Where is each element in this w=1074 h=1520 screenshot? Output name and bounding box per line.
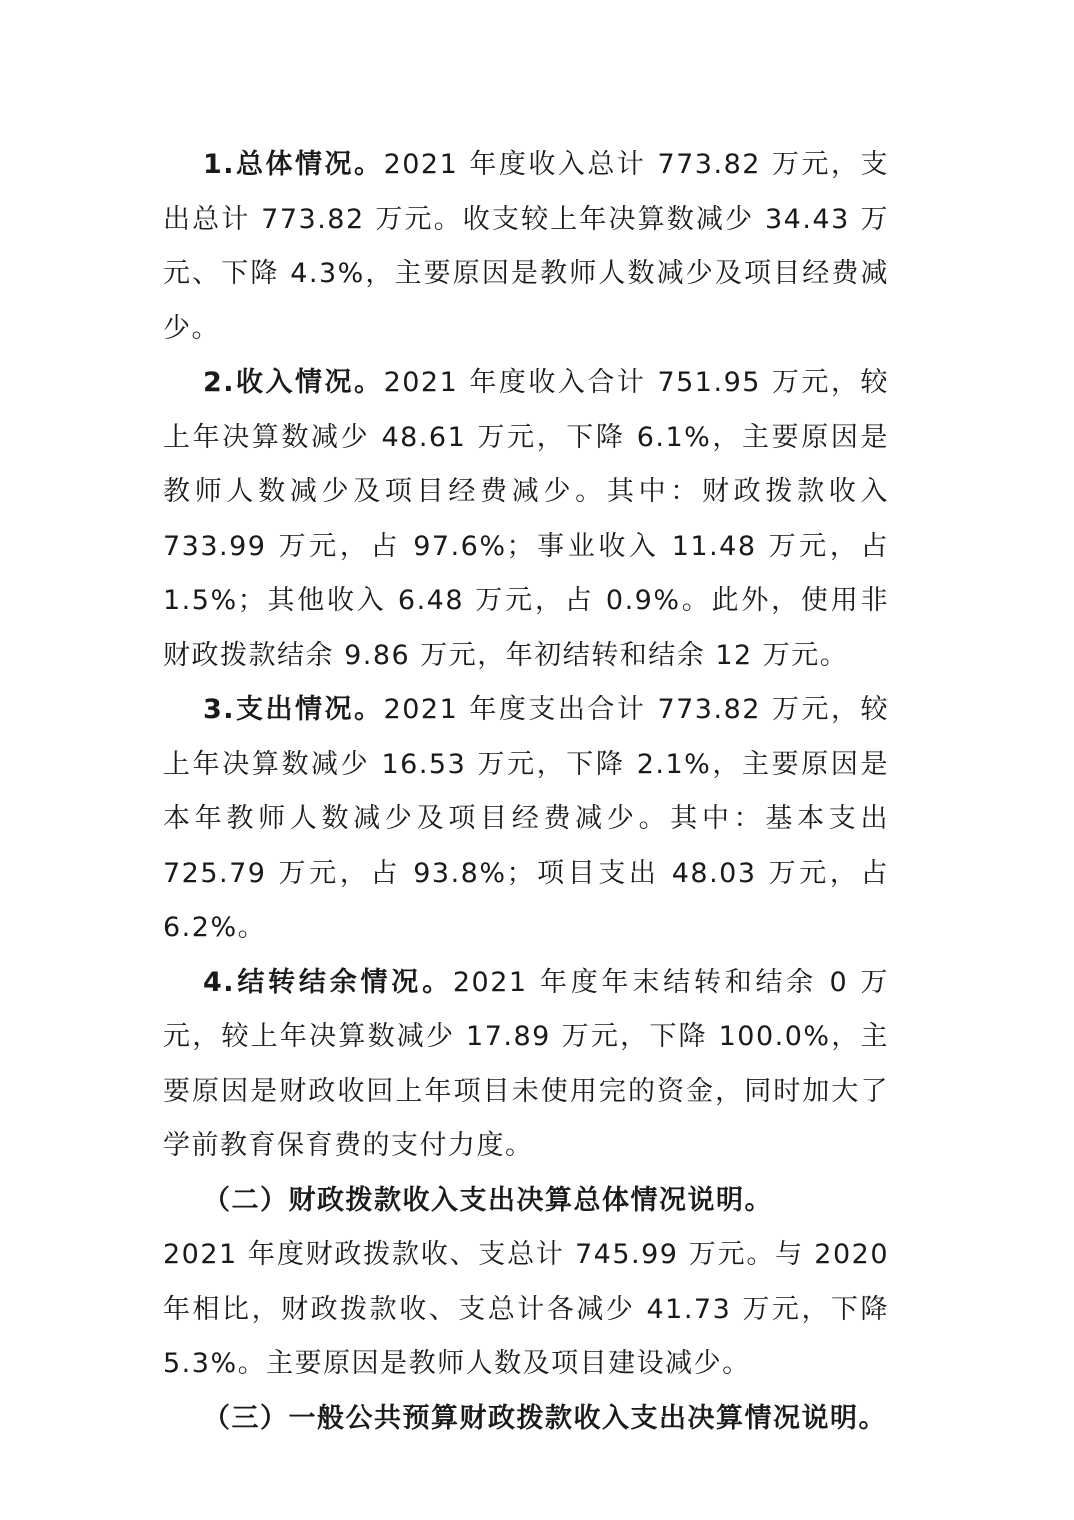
section-carryover [163,956,889,1174]
fiscal-appropriation-body: 2021 年度财政拨款收、支总计 745.99 万元。与 2020 年相比，财政拨款收、支总计各减少 41.73 万元，下降 5.3%。主要原因是教师人数及项目建设减少。 [163,1239,889,1379]
section-carryover-body: 2021 年度年末结转和结余 0 万元，较上年决算数减少 17.89 万元，下降 100.0%，主要原因是财政收回上年项目未使用完的资金，同时加大了学前教育保育费的支付力度。 [163,966,890,1161]
section-income [163,356,889,683]
section-overall-body: 2021 年度收入总计 773.82 万元，支出总计 773.82 万元。收支较上年决算数减少 34.43 万元、下降 4.3%，主要原因是教师人数减少及项目经费减少。 [163,149,890,344]
section-overall-lead: 1.总体情况。 [203,149,384,180]
heading-fiscal-appropriation: （二）财政拨款收入支出决算总体情况说明。 [203,1184,773,1216]
section-expenditure-lead: 3.支出情况。 [203,694,384,725]
section-expenditure [163,683,889,956]
section-income-body: 2021 年度收入合计 751.95 万元，较上年决算数减少 48.61 万元，下降 6.1%，主要原因是教师人数减少及项目经费减少。其中：财政拨款收入 733.99 万元，占 97.6%；事业收入 11.48 万元，占 1.5%；其他收入 6.48 万元，占 0.9%。此外，使用非财政拨款结余 9.86 万元，年初结转和结余 12 万元。 [163,367,890,671]
section-overall [163,138,889,356]
heading-general-budget: （三）一般公共预算财政拨款收入支出决算情况说明。 [203,1402,887,1434]
section-carryover-lead: 4.结转结余情况。 [203,966,453,998]
section-income-lead: 2.收入情况。 [203,367,384,398]
section-expenditure-body: 2021 年度支出合计 773.82 万元，较上年决算数减少 16.53 万元，下降 2.1%，主要原因是本年教师人数减少及项目经费减少。其中：基本支出 725.79 万元，占 93.8%；项目支出 48.03 万元，占 6.2%。 [163,694,890,943]
